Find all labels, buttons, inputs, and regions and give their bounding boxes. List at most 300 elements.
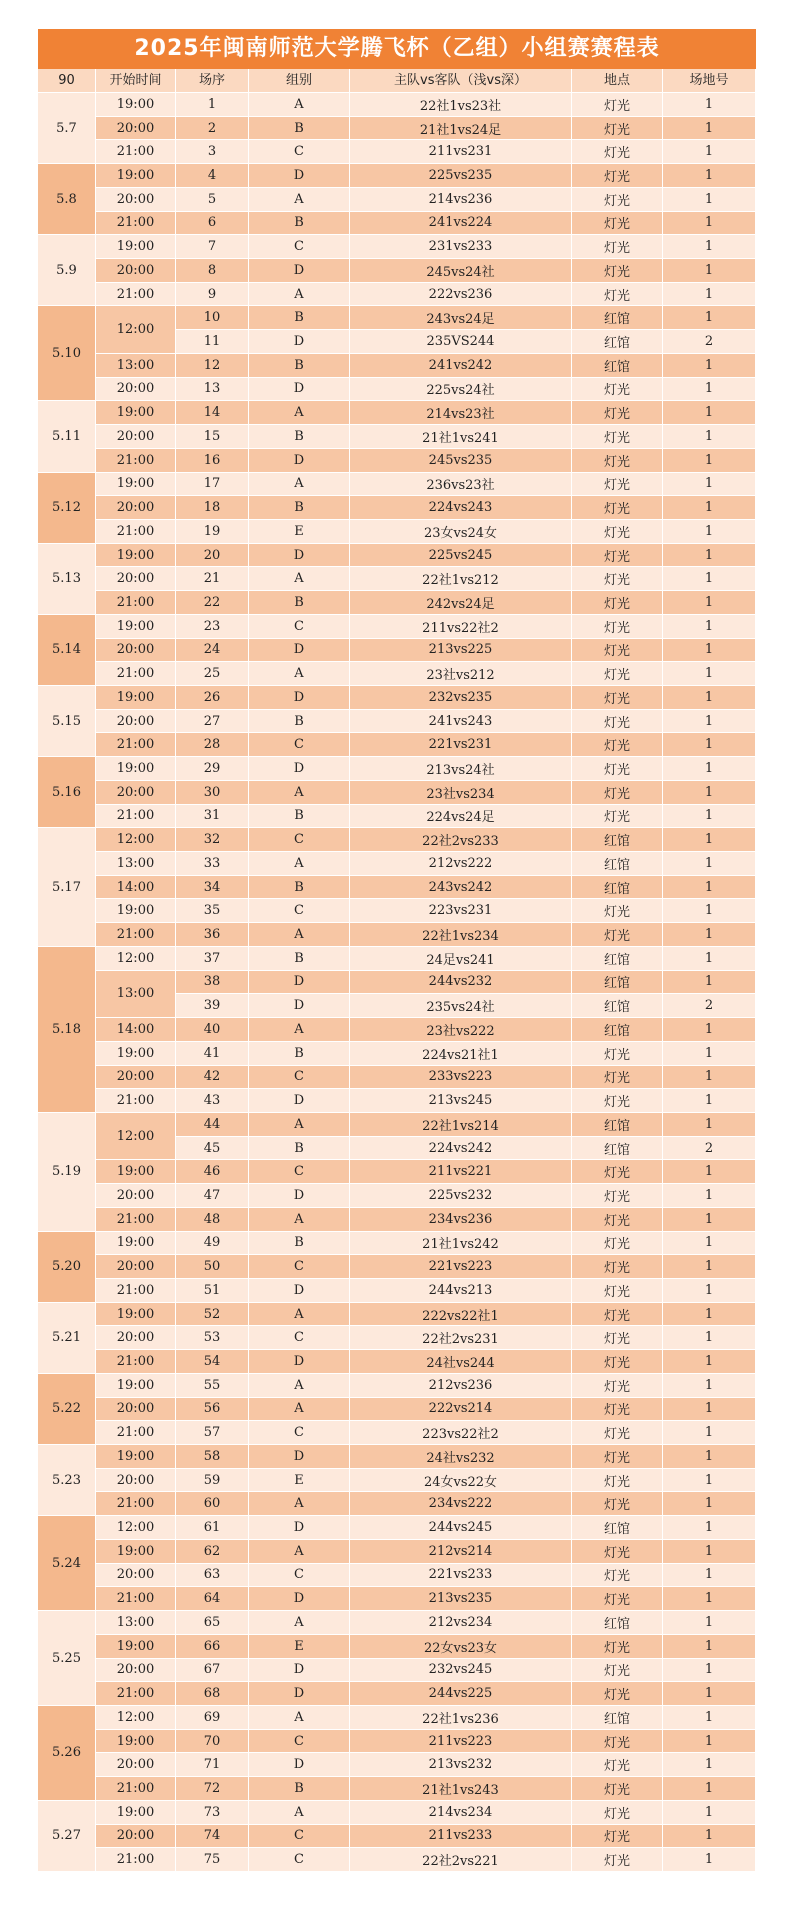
match-no-cell: 59: [176, 1469, 249, 1493]
match-no-cell: 63: [176, 1564, 249, 1588]
group-cell: B: [249, 306, 350, 330]
start-time-cell: 19:00: [96, 544, 176, 568]
court-cell: 1: [663, 1089, 756, 1113]
venue-cell: 灯光: [572, 1777, 663, 1801]
match-no-cell: 36: [176, 923, 249, 947]
start-time-cell: 21:00: [96, 805, 176, 829]
teams-cell: 245vs24社: [350, 259, 572, 283]
match-no-cell: 53: [176, 1326, 249, 1350]
match-no-cell: 67: [176, 1659, 249, 1683]
teams-cell: 213vs245: [350, 1089, 572, 1113]
court-cell: 1: [663, 1730, 756, 1754]
date-cell: 5.21: [38, 1303, 96, 1374]
match-no-cell: 10: [176, 306, 249, 330]
match-no-cell: 73: [176, 1801, 249, 1825]
teams-cell: 22社2vs221: [350, 1848, 572, 1872]
start-time-cell: 21:00: [96, 733, 176, 757]
date-cell: 5.15: [38, 686, 96, 757]
match-no-cell: 21: [176, 567, 249, 591]
teams-cell: 224vs21社1: [350, 1042, 572, 1066]
venue-cell: 灯光: [572, 805, 663, 829]
venue-cell: 红馆: [572, 1706, 663, 1730]
match-no-cell: 7: [176, 235, 249, 259]
teams-cell: 23女vs24女: [350, 520, 572, 544]
court-cell: 1: [663, 235, 756, 259]
header-teams: 主队vs客队（浅vs深）: [350, 69, 572, 92]
teams-cell: 241vs243: [350, 710, 572, 734]
venue-cell: 红馆: [572, 828, 663, 852]
group-cell: A: [249, 401, 350, 425]
group-cell: D: [249, 1089, 350, 1113]
match-no-cell: 56: [176, 1398, 249, 1422]
court-cell: 1: [663, 1350, 756, 1374]
court-cell: 2: [663, 330, 756, 354]
venue-cell: 灯光: [572, 733, 663, 757]
match-no-cell: 58: [176, 1445, 249, 1469]
venue-cell: 灯光: [572, 140, 663, 164]
court-cell: 1: [663, 1777, 756, 1801]
match-no-cell: 41: [176, 1042, 249, 1066]
group-cell: C: [249, 828, 350, 852]
court-cell: 1: [663, 188, 756, 212]
date-cell: 5.20: [38, 1232, 96, 1303]
teams-cell: 222vs214: [350, 1398, 572, 1422]
teams-cell: 243vs242: [350, 876, 572, 900]
group-cell: A: [249, 188, 350, 212]
court-cell: 1: [663, 1374, 756, 1398]
group-cell: A: [249, 283, 350, 307]
start-time-cell: 20:00: [96, 378, 176, 402]
venue-cell: 灯光: [572, 567, 663, 591]
start-time-cell: 19:00: [96, 1445, 176, 1469]
group-cell: C: [249, 1066, 350, 1090]
match-no-cell: 19: [176, 520, 249, 544]
teams-cell: 235VS244: [350, 330, 572, 354]
match-no-cell: 24: [176, 639, 249, 663]
court-cell: 1: [663, 1445, 756, 1469]
teams-cell: 241vs242: [350, 354, 572, 378]
venue-cell: 灯光: [572, 188, 663, 212]
group-cell: A: [249, 662, 350, 686]
match-no-cell: 52: [176, 1303, 249, 1327]
match-no-cell: 60: [176, 1492, 249, 1516]
group-cell: E: [249, 1469, 350, 1493]
teams-cell: 211vs233: [350, 1825, 572, 1849]
match-no-cell: 66: [176, 1635, 249, 1659]
start-time-cell: 14:00: [96, 876, 176, 900]
match-no-cell: 54: [176, 1350, 249, 1374]
start-time-cell: 12:00: [96, 1706, 176, 1730]
teams-cell: 23社vs212: [350, 662, 572, 686]
teams-cell: 21社1vs243: [350, 1777, 572, 1801]
start-time-cell: 19:00: [96, 164, 176, 188]
start-time-cell: 20:00: [96, 639, 176, 663]
court-cell: 1: [663, 639, 756, 663]
teams-cell: 245vs235: [350, 449, 572, 473]
group-cell: A: [249, 1801, 350, 1825]
start-time-cell: 19:00: [96, 1730, 176, 1754]
group-cell: A: [249, 93, 350, 117]
court-cell: 1: [663, 852, 756, 876]
match-no-cell: 48: [176, 1208, 249, 1232]
court-cell: 1: [663, 1469, 756, 1493]
venue-cell: 灯光: [572, 781, 663, 805]
court-cell: 1: [663, 686, 756, 710]
start-time-cell: 20:00: [96, 1326, 176, 1350]
start-time-cell: 20:00: [96, 425, 176, 449]
court-cell: 1: [663, 212, 756, 236]
group-cell: D: [249, 757, 350, 781]
start-time-cell: 20:00: [96, 1066, 176, 1090]
teams-cell: 233vs223: [350, 1066, 572, 1090]
venue-cell: 灯光: [572, 1825, 663, 1849]
teams-cell: 225vs232: [350, 1184, 572, 1208]
teams-cell: 213vs235: [350, 1587, 572, 1611]
court-cell: 1: [663, 1326, 756, 1350]
court-cell: 1: [663, 1066, 756, 1090]
date-cell: 5.11: [38, 401, 96, 472]
court-cell: 1: [663, 1018, 756, 1042]
match-no-cell: 61: [176, 1516, 249, 1540]
match-no-cell: 75: [176, 1848, 249, 1872]
venue-cell: 灯光: [572, 662, 663, 686]
court-cell: 1: [663, 140, 756, 164]
teams-cell: 232vs245: [350, 1659, 572, 1683]
teams-cell: 224vs242: [350, 1137, 572, 1161]
match-no-cell: 33: [176, 852, 249, 876]
group-cell: D: [249, 1516, 350, 1540]
match-no-cell: 45: [176, 1137, 249, 1161]
venue-cell: 灯光: [572, 164, 663, 188]
match-no-cell: 4: [176, 164, 249, 188]
court-cell: 1: [663, 1801, 756, 1825]
venue-cell: 灯光: [572, 212, 663, 236]
match-no-cell: 23: [176, 615, 249, 639]
start-time-cell: 21:00: [96, 1848, 176, 1872]
date-cell: 5.19: [38, 1113, 96, 1232]
venue-cell: 灯光: [572, 686, 663, 710]
teams-cell: 241vs224: [350, 212, 572, 236]
venue-cell: 灯光: [572, 1089, 663, 1113]
venue-cell: 红馆: [572, 354, 663, 378]
court-cell: 1: [663, 615, 756, 639]
venue-cell: 灯光: [572, 1730, 663, 1754]
teams-cell: 213vs232: [350, 1753, 572, 1777]
group-cell: C: [249, 1421, 350, 1445]
venue-cell: 灯光: [572, 899, 663, 923]
teams-cell: 225vs245: [350, 544, 572, 568]
start-time-cell: 21:00: [96, 923, 176, 947]
start-time-cell: 19:00: [96, 93, 176, 117]
page-title: 2025年闽南师范大学腾飞杯（乙组）小组赛赛程表: [38, 29, 756, 69]
group-cell: D: [249, 259, 350, 283]
match-no-cell: 34: [176, 876, 249, 900]
teams-cell: 21社1vs241: [350, 425, 572, 449]
match-no-cell: 13: [176, 378, 249, 402]
group-cell: A: [249, 473, 350, 497]
group-cell: B: [249, 425, 350, 449]
start-time-cell: 12:00: [96, 828, 176, 852]
match-no-cell: 26: [176, 686, 249, 710]
venue-cell: 红馆: [572, 852, 663, 876]
venue-cell: 灯光: [572, 1445, 663, 1469]
match-no-cell: 1: [176, 93, 249, 117]
teams-cell: 234vs236: [350, 1208, 572, 1232]
match-no-cell: 28: [176, 733, 249, 757]
venue-cell: 灯光: [572, 235, 663, 259]
date-cell: 5.13: [38, 544, 96, 615]
start-time-cell: 20:00: [96, 1398, 176, 1422]
venue-cell: 灯光: [572, 283, 663, 307]
court-cell: 1: [663, 828, 756, 852]
court-cell: 1: [663, 899, 756, 923]
match-no-cell: 5: [176, 188, 249, 212]
teams-cell: 221vs223: [350, 1255, 572, 1279]
group-cell: C: [249, 615, 350, 639]
court-cell: 1: [663, 496, 756, 520]
start-time-cell: 19:00: [96, 899, 176, 923]
start-time-cell: 20:00: [96, 188, 176, 212]
group-cell: A: [249, 1611, 350, 1635]
teams-cell: 225vs24社: [350, 378, 572, 402]
group-cell: A: [249, 1492, 350, 1516]
teams-cell: 21社1vs24足: [350, 117, 572, 141]
group-cell: C: [249, 1160, 350, 1184]
venue-cell: 灯光: [572, 1232, 663, 1256]
court-cell: 1: [663, 1184, 756, 1208]
venue-cell: 灯光: [572, 1564, 663, 1588]
start-time-cell: 21:00: [96, 1492, 176, 1516]
group-cell: A: [249, 567, 350, 591]
teams-cell: 24女vs22女: [350, 1469, 572, 1493]
start-time-cell: 21:00: [96, 591, 176, 615]
date-cell: 5.18: [38, 947, 96, 1113]
venue-cell: 红馆: [572, 1018, 663, 1042]
venue-cell: 红馆: [572, 1516, 663, 1540]
venue-cell: 红馆: [572, 330, 663, 354]
teams-cell: 212vs214: [350, 1540, 572, 1564]
venue-cell: 灯光: [572, 710, 663, 734]
teams-cell: 222vs236: [350, 283, 572, 307]
venue-cell: 灯光: [572, 923, 663, 947]
court-cell: 1: [663, 710, 756, 734]
court-cell: 1: [663, 1540, 756, 1564]
match-no-cell: 50: [176, 1255, 249, 1279]
start-time-cell: 21:00: [96, 1279, 176, 1303]
match-no-cell: 37: [176, 947, 249, 971]
start-time-cell: 12:00: [96, 947, 176, 971]
group-cell: C: [249, 1730, 350, 1754]
match-no-cell: 2: [176, 117, 249, 141]
group-cell: A: [249, 1018, 350, 1042]
header-court: 场地号: [663, 69, 756, 92]
group-cell: D: [249, 164, 350, 188]
match-no-cell: 72: [176, 1777, 249, 1801]
match-no-cell: 25: [176, 662, 249, 686]
match-no-cell: 43: [176, 1089, 249, 1113]
start-time-cell: 21:00: [96, 1350, 176, 1374]
court-cell: 1: [663, 1825, 756, 1849]
start-time-cell: 19:00: [96, 1635, 176, 1659]
court-cell: 1: [663, 306, 756, 330]
group-cell: B: [249, 710, 350, 734]
court-cell: 1: [663, 591, 756, 615]
court-cell: 1: [663, 757, 756, 781]
group-cell: D: [249, 1682, 350, 1706]
match-no-cell: 46: [176, 1160, 249, 1184]
teams-cell: 244vs225: [350, 1682, 572, 1706]
group-cell: B: [249, 591, 350, 615]
teams-cell: 223vs231: [350, 899, 572, 923]
group-cell: B: [249, 354, 350, 378]
schedule-table-body: [38, 93, 756, 1872]
date-cell: 5.23: [38, 1445, 96, 1516]
court-cell: 1: [663, 923, 756, 947]
teams-cell: 235vs24社: [350, 994, 572, 1018]
teams-cell: 22社1vs236: [350, 1706, 572, 1730]
teams-cell: 211vs231: [350, 140, 572, 164]
start-time-cell: 21:00: [96, 212, 176, 236]
match-no-cell: 62: [176, 1540, 249, 1564]
group-cell: A: [249, 1706, 350, 1730]
match-no-cell: 16: [176, 449, 249, 473]
start-time-cell: 21:00: [96, 140, 176, 164]
match-no-cell: 6: [176, 212, 249, 236]
venue-cell: 灯光: [572, 1682, 663, 1706]
court-cell: 1: [663, 1516, 756, 1540]
teams-cell: 211vs221: [350, 1160, 572, 1184]
venue-cell: 灯光: [572, 1042, 663, 1066]
group-cell: D: [249, 1279, 350, 1303]
teams-cell: 214vs234: [350, 1801, 572, 1825]
group-cell: C: [249, 1326, 350, 1350]
teams-cell: 214vs23社: [350, 401, 572, 425]
court-cell: 1: [663, 283, 756, 307]
court-cell: 1: [663, 1398, 756, 1422]
start-time-cell: 20:00: [96, 1255, 176, 1279]
venue-cell: 灯光: [572, 1492, 663, 1516]
venue-cell: 灯光: [572, 449, 663, 473]
court-cell: 1: [663, 1160, 756, 1184]
match-no-cell: 30: [176, 781, 249, 805]
teams-cell: 223vs22社2: [350, 1421, 572, 1445]
group-cell: D: [249, 1350, 350, 1374]
match-no-cell: 51: [176, 1279, 249, 1303]
court-cell: 1: [663, 117, 756, 141]
venue-cell: 灯光: [572, 1469, 663, 1493]
teams-cell: 224vs243: [350, 496, 572, 520]
group-cell: D: [249, 1184, 350, 1208]
group-cell: A: [249, 852, 350, 876]
date-cell: 5.22: [38, 1374, 96, 1445]
venue-cell: 灯光: [572, 1208, 663, 1232]
group-cell: D: [249, 449, 350, 473]
venue-cell: 红馆: [572, 947, 663, 971]
group-cell: D: [249, 1753, 350, 1777]
date-cell: 5.26: [38, 1706, 96, 1801]
venue-cell: 灯光: [572, 1421, 663, 1445]
court-cell: 1: [663, 733, 756, 757]
court-cell: 1: [663, 567, 756, 591]
group-cell: D: [249, 686, 350, 710]
venue-cell: 红馆: [572, 1611, 663, 1635]
teams-cell: 222vs22社1: [350, 1303, 572, 1327]
teams-cell: 211vs223: [350, 1730, 572, 1754]
venue-cell: 灯光: [572, 639, 663, 663]
start-time-cell: 20:00: [96, 259, 176, 283]
group-cell: A: [249, 1374, 350, 1398]
court-cell: 1: [663, 1659, 756, 1683]
court-cell: 1: [663, 781, 756, 805]
group-cell: C: [249, 235, 350, 259]
match-no-cell: 9: [176, 283, 249, 307]
court-cell: 1: [663, 1706, 756, 1730]
match-no-cell: 29: [176, 757, 249, 781]
group-cell: A: [249, 1303, 350, 1327]
start-time-cell: 19:00: [96, 757, 176, 781]
group-cell: D: [249, 1587, 350, 1611]
start-time-cell: 21:00: [96, 662, 176, 686]
court-cell: 1: [663, 662, 756, 686]
group-cell: C: [249, 1255, 350, 1279]
court-cell: 1: [663, 473, 756, 497]
group-cell: D: [249, 639, 350, 663]
match-no-cell: 8: [176, 259, 249, 283]
venue-cell: 灯光: [572, 259, 663, 283]
start-time-cell: 14:00: [96, 1018, 176, 1042]
venue-cell: 灯光: [572, 425, 663, 449]
date-cell: 5.17: [38, 828, 96, 947]
group-cell: B: [249, 212, 350, 236]
venue-cell: 灯光: [572, 1303, 663, 1327]
start-time-cell: 21:00: [96, 1089, 176, 1113]
start-time-cell: 21:00: [96, 1682, 176, 1706]
match-no-cell: 32: [176, 828, 249, 852]
venue-cell: 灯光: [572, 117, 663, 141]
court-cell: 1: [663, 1635, 756, 1659]
start-time-cell: 20:00: [96, 1184, 176, 1208]
start-time-cell: 20:00: [96, 496, 176, 520]
group-cell: D: [249, 1445, 350, 1469]
venue-cell: 灯光: [572, 615, 663, 639]
match-no-cell: 71: [176, 1753, 249, 1777]
start-time-cell: 21:00: [96, 1208, 176, 1232]
teams-cell: 22社1vs234: [350, 923, 572, 947]
date-cell: 5.12: [38, 473, 96, 544]
match-no-cell: 38: [176, 971, 249, 995]
start-time-cell: 20:00: [96, 567, 176, 591]
teams-cell: 212vs222: [350, 852, 572, 876]
start-time-cell: 20:00: [96, 1825, 176, 1849]
match-no-cell: 27: [176, 710, 249, 734]
venue-cell: 灯光: [572, 1279, 663, 1303]
match-no-cell: 15: [176, 425, 249, 449]
group-cell: B: [249, 805, 350, 829]
venue-cell: 灯光: [572, 757, 663, 781]
teams-cell: 213vs225: [350, 639, 572, 663]
group-cell: B: [249, 117, 350, 141]
venue-cell: 灯光: [572, 496, 663, 520]
match-no-cell: 44: [176, 1113, 249, 1137]
date-cell: 5.10: [38, 306, 96, 401]
teams-cell: 234vs222: [350, 1492, 572, 1516]
court-cell: 1: [663, 1564, 756, 1588]
start-time-cell: 12:00: [96, 1516, 176, 1540]
teams-cell: 225vs235: [350, 164, 572, 188]
teams-cell: 24足vs241: [350, 947, 572, 971]
venue-cell: 灯光: [572, 591, 663, 615]
court-cell: 1: [663, 1303, 756, 1327]
